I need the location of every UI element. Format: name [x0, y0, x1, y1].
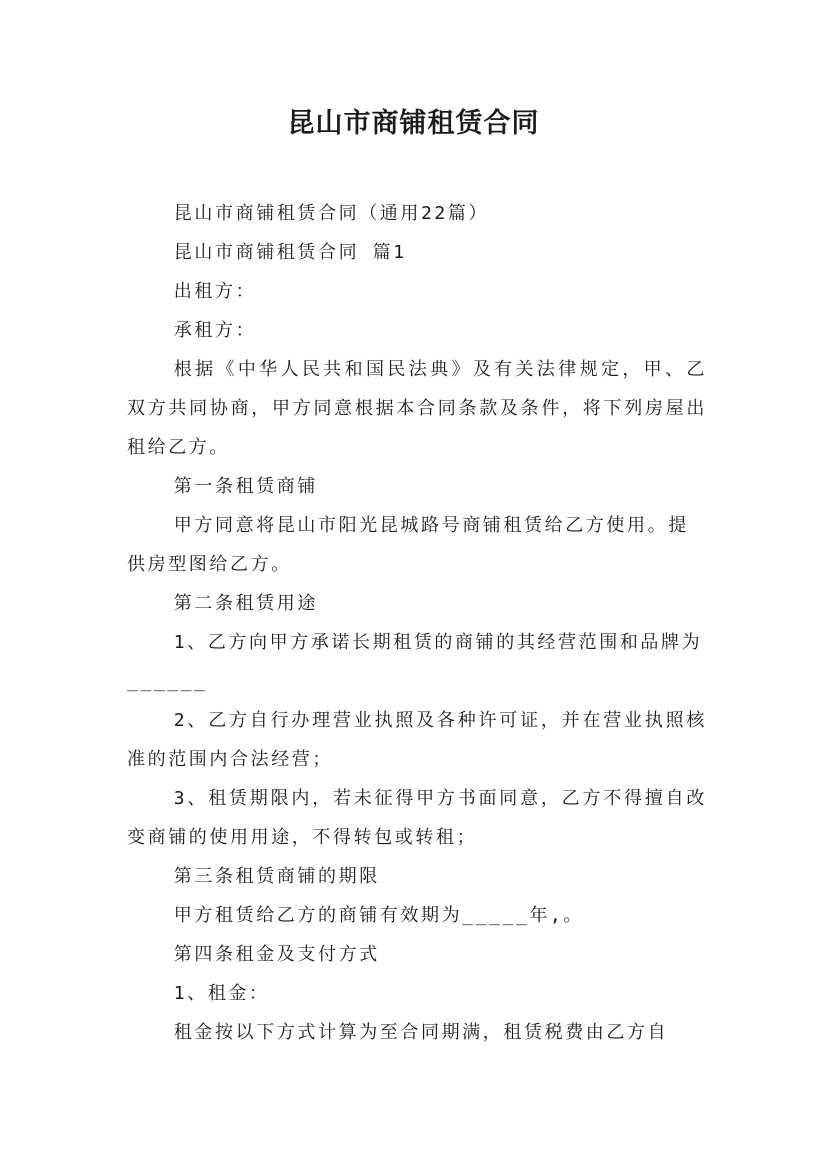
paragraph-article-2-item-1: 1、乙方向甲方承诺长期租赁的商铺的其经营范围和品牌为______ — [127, 632, 703, 692]
paragraph-article-4-rent-body: 租金按以下方式计算为至合同期满，租赁税费由乙方自 — [173, 1022, 669, 1043]
paragraph-article-4-item-1: 1、租金： — [173, 983, 270, 1004]
paragraph-preamble: 根据《中华人民共和国民法典》及有关法律规定，甲、乙双方共同协商，甲方同意根据本合同条款及条件，将下列房屋出租给乙方。 — [127, 359, 707, 458]
paragraph-lessor: 出租方： — [173, 281, 257, 302]
paragraph-subtitle: 昆山市商铺租赁合同（通用22篇） — [173, 203, 490, 224]
paragraph-article-2-heading: 第二条租赁用途 — [173, 593, 318, 614]
document-title: 昆山市商铺租赁合同 — [287, 108, 540, 139]
paragraph-article-1-heading: 第一条租赁商铺 — [173, 476, 318, 497]
paragraph-article-2-item-2: 2、乙方自行办理营业执照及各种许可证，并在营业执照核准的范围内合法经营； — [127, 710, 707, 770]
paragraph-lessee: 承租方： — [173, 320, 257, 341]
paragraph-article-1-body: 甲方同意将昆山市阳光昆城路号商铺租赁给乙方使用。提供房型图给乙方。 — [127, 515, 689, 575]
paragraph-article-4-heading: 第四条租金及支付方式 — [173, 944, 380, 965]
document-body — [127, 194, 707, 1052]
paragraph-section-heading: 昆山市商铺租赁合同 篇1 — [173, 242, 407, 263]
paragraph-article-3-heading: 第三条租赁商铺的期限 — [173, 866, 380, 887]
paragraph-article-3-body: 甲方租赁给乙方的商铺有效期为_____年,。 — [173, 905, 585, 926]
paragraph-article-2-item-3: 3、租赁期限内，若未征得甲方书面同意，乙方不得擅自改变商铺的使用用途，不得转包或转租； — [127, 788, 707, 848]
